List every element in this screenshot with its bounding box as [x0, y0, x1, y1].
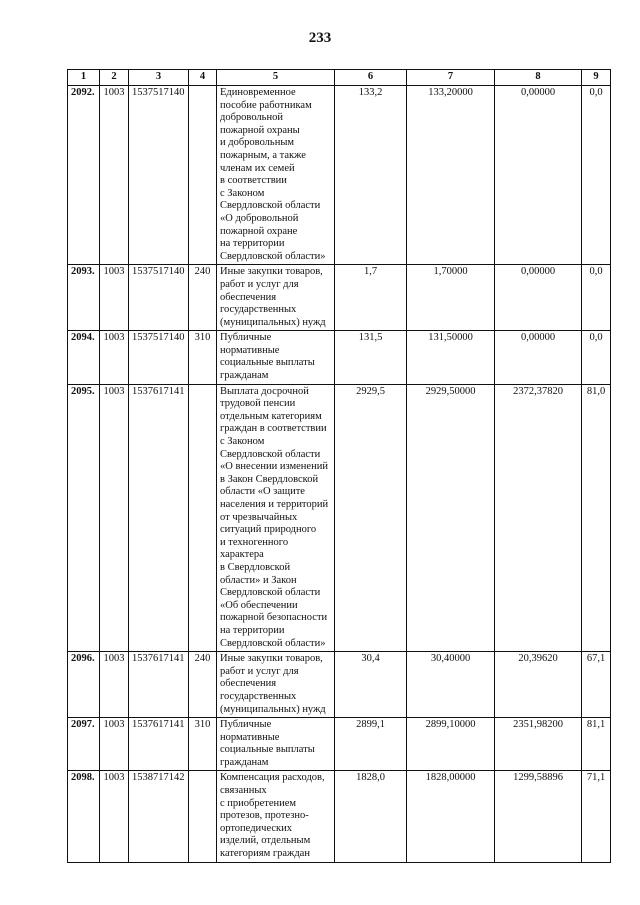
expense-type-code: 240: [189, 265, 217, 331]
table-row: [68, 265, 611, 331]
approved-amount: 1828,00000: [407, 771, 495, 862]
column-header: 2: [100, 70, 129, 86]
item-description: Компенсация расходов, связанных с приобретением протезов, протезно- ортопедических изделий, отдельным категориям граждан: [217, 771, 335, 862]
column-header: 3: [129, 70, 189, 86]
section-code: 1003: [100, 331, 129, 384]
row-number: 2098.: [68, 771, 100, 862]
table-row: [68, 331, 611, 384]
target-article-code: 1537617141: [129, 384, 189, 651]
approved-amount: 2929,50000: [407, 384, 495, 651]
target-article-code: 1537517140: [129, 331, 189, 384]
row-number: 2092.: [68, 86, 100, 265]
planned-amount: 1,7: [335, 265, 407, 331]
executed-amount: 0,00000: [495, 86, 582, 265]
planned-amount: 2899,1: [335, 718, 407, 771]
target-article-code: 1537617141: [129, 652, 189, 718]
executed-amount: 1299,58896: [495, 771, 582, 862]
approved-amount: 30,40000: [407, 652, 495, 718]
expense-type-code: 310: [189, 718, 217, 771]
target-article-code: 1537517140: [129, 265, 189, 331]
item-description: Иные закупки товаров, работ и услуг для обеспечения государственных (муниципальных) нужд: [217, 265, 335, 331]
target-article-code: 1537617141: [129, 718, 189, 771]
expense-type-code: 240: [189, 652, 217, 718]
planned-amount: 131,5: [335, 331, 407, 384]
section-code: 1003: [100, 384, 129, 651]
row-number: 2093.: [68, 265, 100, 331]
column-header: 4: [189, 70, 217, 86]
item-description: Выплата досрочной трудовой пенсии отдельным категориям граждан в соответствии с Законом Свердловской области «О внесении изменений в Закон Свердловской области «О защите населения и территорий от чрезвычайных ситуаций природного и техногенного характера в Свердловской области» и Закон Свердловской области «Об обеспечении пожарной безопасности на территории Свердловской области»: [217, 384, 335, 651]
table-row: [68, 652, 611, 718]
executed-amount: 0,00000: [495, 331, 582, 384]
execution-percent: 0,0: [582, 265, 611, 331]
row-number: 2096.: [68, 652, 100, 718]
column-header: 1: [68, 70, 100, 86]
section-code: 1003: [100, 86, 129, 265]
item-description: Публичные нормативные социальные выплаты гражданам: [217, 718, 335, 771]
table-row: [68, 771, 611, 862]
execution-percent: 0,0: [582, 331, 611, 384]
executed-amount: 2372,37820: [495, 384, 582, 651]
table-row: [68, 86, 611, 265]
target-article-code: 1537517140: [129, 86, 189, 265]
planned-amount: 1828,0: [335, 771, 407, 862]
row-number: 2095.: [68, 384, 100, 651]
expense-type-code: [189, 384, 217, 651]
item-description: Единовременное пособие работникам добровольной пожарной охраны и добровольным пожарным, а также членам их семей в соответствии с Законом Свердловской области «О добровольной пожарной охране на территории Свердловской области»: [217, 86, 335, 265]
header-row: [68, 70, 611, 86]
planned-amount: 2929,5: [335, 384, 407, 651]
executed-amount: 2351,98200: [495, 718, 582, 771]
planned-amount: 133,2: [335, 86, 407, 265]
expense-type-code: [189, 86, 217, 265]
budget-table: [67, 69, 611, 863]
approved-amount: 133,20000: [407, 86, 495, 265]
approved-amount: 1,70000: [407, 265, 495, 331]
column-header: 7: [407, 70, 495, 86]
section-code: 1003: [100, 718, 129, 771]
column-header: 5: [217, 70, 335, 86]
section-code: 1003: [100, 265, 129, 331]
item-description: Иные закупки товаров, работ и услуг для обеспечения государственных (муниципальных) нужд: [217, 652, 335, 718]
execution-percent: 81,0: [582, 384, 611, 651]
section-code: 1003: [100, 652, 129, 718]
approved-amount: 131,50000: [407, 331, 495, 384]
row-number: 2094.: [68, 331, 100, 384]
execution-percent: 81,1: [582, 718, 611, 771]
row-number: 2097.: [68, 718, 100, 771]
column-header: 9: [582, 70, 611, 86]
planned-amount: 30,4: [335, 652, 407, 718]
item-description: Публичные нормативные социальные выплаты гражданам: [217, 331, 335, 384]
section-code: 1003: [100, 771, 129, 862]
target-article-code: 1538717142: [129, 771, 189, 862]
executed-amount: 20,39620: [495, 652, 582, 718]
approved-amount: 2899,10000: [407, 718, 495, 771]
expense-type-code: [189, 771, 217, 862]
executed-amount: 0,00000: [495, 265, 582, 331]
column-header: 8: [495, 70, 582, 86]
column-header: 6: [335, 70, 407, 86]
table-row: [68, 718, 611, 771]
execution-percent: 67,1: [582, 652, 611, 718]
execution-percent: 0,0: [582, 86, 611, 265]
page-number: 233: [308, 30, 332, 46]
expense-type-code: 310: [189, 331, 217, 384]
table-row: [68, 384, 611, 651]
execution-percent: 71,1: [582, 771, 611, 862]
